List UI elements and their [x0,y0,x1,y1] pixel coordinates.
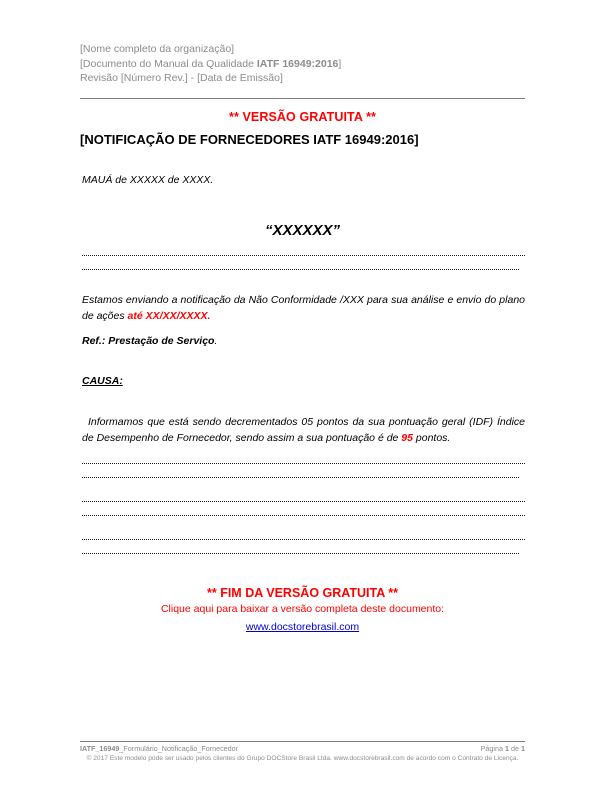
footer-document-code [80,744,238,753]
page-prefix: Página [480,744,505,753]
reference-label: Ref.: Prestação de Serviço [82,335,215,347]
free-version-banner: ** VERSÃO GRATUITA ** [228,110,377,124]
dotted-write-line [82,463,525,464]
header-manual-line [80,57,525,72]
end-of-free-version-block [80,585,525,635]
dotted-write-line [82,515,525,516]
document-header [80,42,525,86]
dotted-write-line [82,539,525,540]
notification-text: Estamos enviando a notificação da Não Conformidade /XXX para sua análise e envio do plano de ações [82,294,525,322]
score-value: 95 [401,431,413,444]
header-divider [80,98,525,99]
dotted-write-line [82,269,519,270]
dotted-write-line [82,477,519,478]
page-title: [NOTIFICAÇÃO DE FORNECEDORES IATF 16949:2016] [80,132,419,147]
end-version-title: ** FIM DA VERSÃO GRATUITA ** [207,586,398,600]
download-link[interactable]: www.docstorebrasil.com [245,621,360,633]
dotted-write-line [82,255,525,256]
place-and-date: MAUÁ de XXXXX de XXXX. [82,174,214,186]
page-total: 1 [521,744,525,753]
footer-copyright: © 2017 Este modelo pode ser usado pelos clientes do Grupo DOCStore Brasil Ltda. www.docstorebrasil.com de acordo com o Contrato de Licença. [86,755,519,762]
header-manual-standard: IATF 16949:2016 [256,57,339,70]
footer-divider [80,741,525,742]
page-middle: de [509,744,521,753]
header-revision-line: Revisão [Número Rev.] - [Data de Emissão] [80,72,283,84]
score-text-after: pontos. [412,431,451,444]
reference-suffix: . [214,335,218,347]
footer-page-number [481,744,525,753]
notification-paragraph [82,293,525,324]
footer-code-rest: _Formulário_Notificação_Fornecedor [119,744,239,753]
page-current: 1 [505,744,509,753]
reference-line [82,334,525,350]
cause-heading: CAUSA: [82,375,123,387]
header-manual-prefix: [Documento do Manual da Qualidade [80,57,257,70]
subject-heading: “XXXXXX” [264,222,341,239]
header-organization-line: [Nome completo da organização] [80,43,235,55]
score-text-before: Informamos que está sendo decrementados 05 pontos da sua pontuação geral (IDF) Índice de Desempenho de Fornecedor, sendo assim a sua pontuação é de [82,416,525,444]
dotted-write-line [82,553,519,554]
footer-code-bold: IATF_16949 [80,744,120,753]
notification-deadline: até XX/XX/XXXX. [127,309,211,322]
download-prompt: Clique aqui para baixar a versão completa deste documento: [160,603,445,615]
header-manual-suffix: ] [338,57,342,70]
dotted-write-line [82,501,525,502]
score-paragraph [82,415,525,446]
